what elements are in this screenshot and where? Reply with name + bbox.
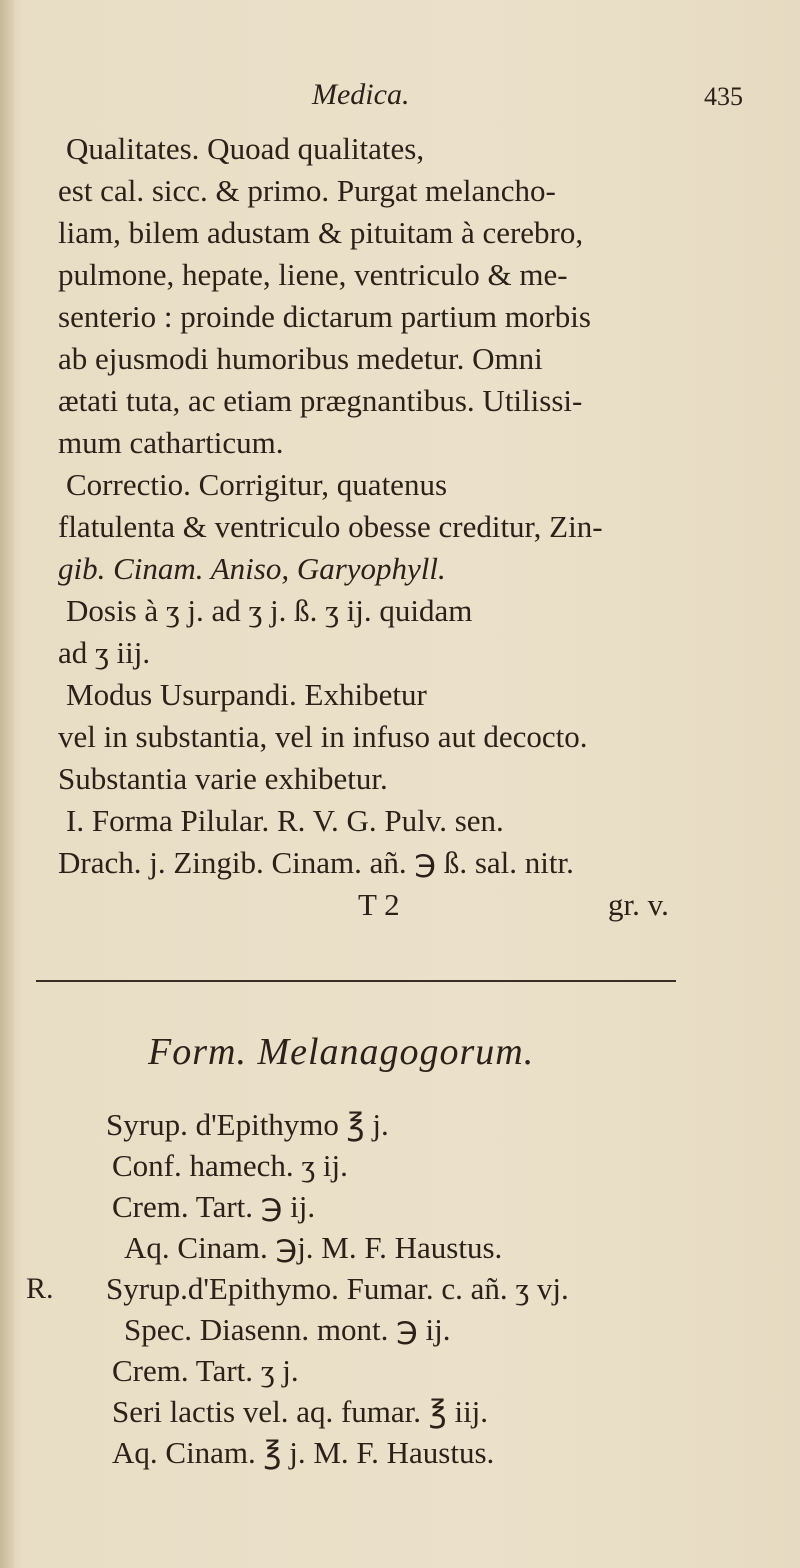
text-line: ad ʒ iij. [58,635,151,670]
text-line: mum catharticum. [58,425,284,460]
recipe-line-text: Seri lactis vel. aq. fumar. ℥ iij. [112,1394,489,1429]
recipe-line-text: Aq. Cinam. ℥ j. M. F. Haustus. [112,1435,495,1470]
page-gutter [0,0,14,1568]
text-line: Correctio. Corrigitur, quatenus [66,467,448,502]
text-line: Qualitates. Quoad qualitates, [66,131,425,166]
section-rule [36,980,676,982]
text-line: Substantia varie exhibetur. [58,761,388,796]
text-line: ætati tuta, ac etiam prægnantibus. Utilissi- [58,383,583,418]
text-line: Drach. j. Zingib. Cinam. añ. ℈ ß. sal. nitr. [58,845,574,880]
main-text [58,128,768,926]
recipe-line [26,1104,786,1145]
text-line: vel in substantia, vel in infuso aut decocto. [58,719,588,754]
running-title: Medica. [312,78,410,111]
recipe-line-text: Crem. Tart. ʒ j. [112,1353,299,1388]
page-number: 435 [704,82,743,111]
signature-mark: T 2 [358,887,400,922]
recipe-line [26,1309,786,1350]
recipe-title: Form. Melanagogorum. [148,1031,535,1073]
text-line: senterio : proinde dictarum partium morbis [58,299,591,334]
text-line: Dosis à ʒ j. ad ʒ j. ß. ʒ ij. quidam [66,593,473,628]
text-line: Modus Usurpandi. Exhibetur [66,677,427,712]
recipe-line-text: Syrup. d'Epithymo ℥ j. [106,1107,389,1142]
recipe-line-text: Conf. hamech. ʒ ij. [112,1148,348,1183]
text-line: ab ejusmodi humoribus medetur. Omni [58,341,543,376]
recipe-symbol: R. [26,1272,54,1305]
recipe-line [26,1350,786,1391]
recipe-line [26,1391,786,1432]
text-line: pulmone, hepate, liene, ventriculo & me- [58,257,568,292]
text-line: est cal. sicc. & primo. Purgat melancho- [58,173,556,208]
recipe-line-text: Syrup.d'Epithymo. Fumar. c. añ. ʒ vj. [106,1271,569,1306]
recipe-line [26,1145,786,1186]
text-line: flatulenta & ventriculo obesse creditur, Zin- [58,509,603,544]
recipe-line-text: Crem. Tart. ℈ ij. [112,1189,316,1224]
recipe-line-text: Spec. Diasenn. mont. ℈ ij. [124,1312,451,1347]
text-line: gib. Cinam. Aniso, Garyophyll. [58,551,446,586]
text-line: liam, bilem adustam & pituitam à cerebro, [58,215,584,250]
recipe-line [26,1227,786,1268]
page-header [0,70,800,110]
signature-line [58,884,768,926]
catchword: gr. v. [608,887,669,922]
recipe-line [26,1186,786,1227]
text-line: I. Forma Pilular. R. V. G. Pulv. sen. [66,803,504,838]
recipe-line-text: Aq. Cinam. ℈j. M. F. Haustus. [124,1230,503,1265]
recipe-line [26,1268,786,1309]
recipe-block [26,1104,786,1473]
recipe-line [26,1432,786,1473]
